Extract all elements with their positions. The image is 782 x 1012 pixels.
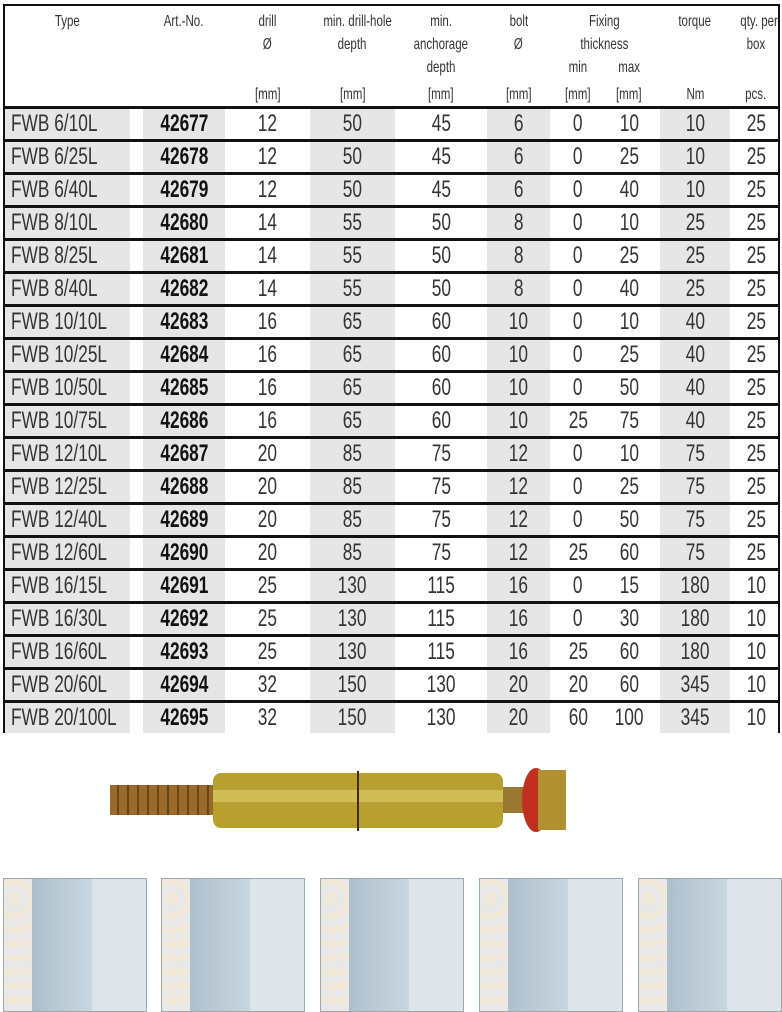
table-row (5, 667, 778, 700)
table-row (5, 370, 778, 403)
cell-type: FWB 6/10L (5, 109, 130, 139)
cell-art: 42686 (143, 406, 225, 436)
cell-depth: 55 (310, 274, 395, 304)
cell-art: 42691 (143, 571, 225, 601)
header-text: depth (338, 36, 367, 53)
cell-drill: 20 (257, 506, 278, 533)
cell-anchorage: 115 (427, 572, 455, 599)
cell-torque: 40 (660, 307, 730, 337)
cell-fix_min: 0 (573, 308, 583, 335)
header-text: anchorage (413, 36, 469, 53)
header-text: Ø (514, 36, 523, 53)
header-text: qty. per (740, 13, 778, 30)
cell-drill: 20 (257, 440, 278, 467)
header-text: min. drill-hole (323, 13, 392, 30)
cell-fix_min: 25 (568, 638, 588, 665)
cell-qty: 25 (746, 143, 766, 170)
cell-bolt: 12 (487, 439, 550, 469)
cell-art: 42688 (143, 472, 225, 502)
cell-depth: 130 (310, 604, 395, 634)
cell-art: 42682 (143, 274, 225, 304)
cell-bolt: 16 (487, 604, 550, 634)
cell-anchorage: 50 (431, 242, 451, 269)
cell-qty: 25 (746, 539, 766, 566)
cell-art: 42694 (143, 670, 225, 700)
cell-fix_min: 20 (568, 671, 588, 698)
cell-torque: 40 (660, 406, 730, 436)
cell-fix_max: 30 (619, 605, 639, 632)
cell-depth: 65 (310, 373, 395, 403)
cell-bolt: 16 (487, 571, 550, 601)
cell-depth: 65 (310, 406, 395, 436)
header-text: bolt (509, 13, 528, 30)
installation-step-5 (638, 878, 782, 1012)
header-depth (310, 10, 395, 56)
cell-depth: 150 (310, 670, 395, 700)
cell-anchorage: 60 (431, 374, 451, 401)
cell-depth: 130 (310, 637, 395, 667)
cell-qty: 10 (746, 638, 766, 665)
table-row (5, 271, 778, 304)
cell-depth: 65 (310, 340, 395, 370)
cell-art: 42692 (143, 604, 225, 634)
cell-torque: 180 (660, 571, 730, 601)
unit-label: [mm] (616, 86, 642, 103)
unit-label: [mm] (565, 86, 591, 103)
cell-type: FWB 10/75L (5, 406, 130, 436)
cell-qty: 25 (746, 407, 766, 434)
cell-anchorage: 75 (431, 440, 451, 467)
cell-bolt: 8 (487, 241, 550, 271)
cell-anchorage: 50 (431, 209, 451, 236)
cell-art: 42689 (143, 505, 225, 535)
cell-torque: 40 (660, 373, 730, 403)
installation-step-4 (479, 878, 623, 1012)
cell-fix_max: 15 (619, 572, 639, 599)
cell-depth: 65 (310, 307, 395, 337)
cell-qty: 25 (746, 308, 766, 335)
cell-qty: 25 (746, 209, 766, 236)
cell-torque: 75 (660, 538, 730, 568)
cell-art: 42683 (143, 307, 225, 337)
cell-type: FWB 12/25L (5, 472, 130, 502)
cell-bolt: 20 (487, 703, 550, 733)
header-text: min. (430, 13, 452, 30)
cell-type: FWB 20/100L (5, 703, 130, 733)
anchor-bolt-photo (108, 765, 588, 835)
cell-bolt: 16 (487, 637, 550, 667)
cell-drill: 14 (257, 209, 278, 236)
table-row (5, 700, 778, 733)
cell-fix_max: 40 (619, 275, 639, 302)
cell-qty: 10 (746, 704, 766, 731)
cell-qty: 25 (746, 440, 766, 467)
header-text: Ø (263, 36, 272, 53)
cell-torque: 180 (660, 637, 730, 667)
header-drill (225, 10, 310, 56)
cell-bolt: 6 (487, 109, 550, 139)
installation-step-1 (3, 878, 147, 1012)
cell-fix_min: 0 (573, 275, 583, 302)
cell-type: FWB 20/60L (5, 670, 130, 700)
cell-art: 42684 (143, 340, 225, 370)
cell-qty: 25 (746, 374, 766, 401)
cell-fix_max: 40 (619, 176, 639, 203)
cell-bolt: 12 (487, 538, 550, 568)
cell-fix_max: 25 (619, 473, 639, 500)
unit-label: Nm (686, 86, 704, 103)
cell-depth: 150 (310, 703, 395, 733)
cell-anchorage: 75 (431, 473, 451, 500)
header-qty (733, 10, 779, 56)
table-row (5, 601, 778, 634)
cell-type: FWB 16/60L (5, 637, 130, 667)
cell-torque: 345 (660, 670, 730, 700)
cell-fix_max: 10 (619, 308, 639, 335)
table-row (5, 568, 778, 601)
cell-fix_min: 0 (573, 374, 583, 401)
cell-type: FWB 10/10L (5, 307, 130, 337)
table-row (5, 205, 778, 238)
cell-anchorage: 130 (426, 704, 456, 731)
cell-anchorage: 75 (431, 539, 451, 566)
cell-type: FWB 10/50L (5, 373, 130, 403)
cell-qty: 10 (746, 572, 766, 599)
cell-torque: 10 (660, 109, 730, 139)
cell-fix_min: 0 (573, 341, 583, 368)
unit-label: [mm] (254, 86, 281, 103)
header-fix_max: max (618, 59, 640, 76)
cell-fix_max: 25 (619, 242, 639, 269)
header-art (143, 10, 225, 33)
cell-depth: 55 (310, 241, 395, 271)
cell-torque: 25 (660, 208, 730, 238)
cell-depth: 50 (310, 142, 395, 172)
table-row (5, 238, 778, 271)
cell-type: FWB 10/25L (5, 340, 130, 370)
cell-fix_max: 75 (619, 407, 639, 434)
cell-fix_min: 25 (568, 539, 588, 566)
cell-type: FWB 12/10L (5, 439, 130, 469)
cell-type: FWB 8/25L (5, 241, 130, 271)
cell-fix_min: 0 (573, 209, 583, 236)
cell-fix_min: 0 (573, 242, 583, 269)
cell-fix_max: 100 (614, 704, 644, 731)
table-row (5, 304, 778, 337)
cell-art: 42693 (143, 637, 225, 667)
header-anchorage (395, 10, 487, 79)
cell-qty: 10 (746, 605, 766, 632)
cell-fix_max: 25 (619, 143, 639, 170)
cell-fix_min: 0 (573, 506, 583, 533)
cell-depth: 85 (310, 439, 395, 469)
cell-drill: 25 (257, 605, 278, 632)
table-row (5, 535, 778, 568)
cell-torque: 25 (660, 274, 730, 304)
cell-bolt: 6 (487, 142, 550, 172)
cell-drill: 20 (257, 473, 278, 500)
cell-anchorage: 45 (431, 110, 451, 137)
cell-qty: 25 (746, 242, 766, 269)
cell-fix_max: 10 (619, 209, 639, 236)
cell-drill: 32 (257, 671, 278, 698)
unit-label: [mm] (339, 86, 366, 103)
cell-bolt: 8 (487, 274, 550, 304)
cell-qty: 25 (746, 506, 766, 533)
table-row (5, 337, 778, 370)
table-row (5, 502, 778, 535)
cell-anchorage: 130 (426, 671, 456, 698)
header-fixing (553, 10, 655, 56)
header-text: drill (258, 13, 277, 30)
cell-bolt: 10 (487, 406, 550, 436)
cell-qty: 25 (746, 473, 766, 500)
cell-type: FWB 12/40L (5, 505, 130, 535)
cell-drill: 14 (257, 275, 278, 302)
cell-bolt: 8 (487, 208, 550, 238)
cell-torque: 10 (660, 142, 730, 172)
cell-qty: 25 (746, 110, 766, 137)
cell-type: FWB 16/15L (5, 571, 130, 601)
cell-art: 42681 (143, 241, 225, 271)
cell-torque: 10 (660, 175, 730, 205)
unit-label: [mm] (428, 86, 454, 103)
cell-art: 42690 (143, 538, 225, 568)
table-header (5, 6, 778, 108)
cell-fix_min: 0 (573, 572, 583, 599)
cell-anchorage: 75 (431, 506, 451, 533)
cell-torque: 40 (660, 340, 730, 370)
cell-depth: 55 (310, 208, 395, 238)
installation-step-2 (161, 878, 305, 1012)
cell-fix_min: 0 (573, 110, 583, 137)
header-bolt (487, 10, 550, 56)
cell-anchorage: 60 (431, 308, 451, 335)
header-text: thickness (579, 36, 629, 53)
cell-anchorage: 45 (431, 176, 451, 203)
cell-fix_max: 60 (619, 671, 639, 698)
table-row (5, 436, 778, 469)
cell-type: FWB 16/30L (5, 604, 130, 634)
cell-drill: 14 (257, 242, 278, 269)
cell-torque: 180 (660, 604, 730, 634)
cell-type: FWB 8/10L (5, 208, 130, 238)
cell-fix_max: 50 (619, 374, 639, 401)
cell-art: 42695 (143, 703, 225, 733)
cell-qty: 25 (746, 341, 766, 368)
cell-drill: 20 (257, 539, 278, 566)
table-row (5, 106, 778, 139)
cell-bolt: 6 (487, 175, 550, 205)
cell-fix_min: 60 (568, 704, 588, 731)
cell-drill: 12 (257, 176, 278, 203)
header-text: box (746, 36, 766, 53)
table-row (5, 469, 778, 502)
cell-anchorage: 115 (427, 638, 455, 665)
cell-drill: 16 (257, 374, 278, 401)
cell-fix_max: 60 (619, 539, 639, 566)
cell-anchorage: 50 (431, 275, 451, 302)
cell-fix_max: 10 (619, 440, 639, 467)
cell-torque: 345 (660, 703, 730, 733)
cell-art: 42677 (143, 109, 225, 139)
cell-fix_min: 0 (573, 473, 583, 500)
cell-depth: 50 (310, 175, 395, 205)
unit-label: [mm] (505, 86, 532, 103)
cell-fix_max: 10 (619, 110, 639, 137)
cell-type: FWB 12/60L (5, 538, 130, 568)
cell-art: 42680 (143, 208, 225, 238)
cell-depth: 85 (310, 472, 395, 502)
cell-bolt: 12 (487, 505, 550, 535)
header-text: Art.-No. (164, 13, 204, 30)
cell-depth: 85 (310, 505, 395, 535)
header-torque (660, 10, 730, 33)
cell-art: 42678 (143, 142, 225, 172)
cell-torque: 75 (660, 439, 730, 469)
cell-anchorage: 115 (427, 605, 455, 632)
cell-type: FWB 8/40L (5, 274, 130, 304)
cell-fix_min: 0 (573, 605, 583, 632)
cell-drill: 25 (257, 638, 278, 665)
header-text: Type (55, 13, 80, 30)
installation-step-3 (320, 878, 464, 1012)
header-fix_min: min (568, 59, 588, 76)
cell-fix_min: 25 (568, 407, 588, 434)
cell-qty: 25 (746, 176, 766, 203)
cell-art: 42687 (143, 439, 225, 469)
cell-qty: 10 (746, 671, 766, 698)
cell-art: 42685 (143, 373, 225, 403)
table-row (5, 403, 778, 436)
cell-drill: 12 (257, 143, 278, 170)
cell-anchorage: 60 (431, 407, 451, 434)
cell-art: 42679 (143, 175, 225, 205)
cell-depth: 130 (310, 571, 395, 601)
cell-fix_min: 0 (573, 440, 583, 467)
cell-torque: 75 (660, 505, 730, 535)
cell-fix_max: 25 (619, 341, 639, 368)
table-row (5, 634, 778, 667)
table-row (5, 139, 778, 172)
cell-drill: 16 (257, 308, 278, 335)
cell-fix_max: 60 (619, 638, 639, 665)
cell-torque: 75 (660, 472, 730, 502)
product-table (3, 4, 780, 733)
cell-torque: 25 (660, 241, 730, 271)
cell-type: FWB 6/40L (5, 175, 130, 205)
cell-drill: 16 (257, 341, 278, 368)
unit-label: pcs. (745, 86, 767, 103)
cell-fix_max: 50 (619, 506, 639, 533)
cell-drill: 12 (257, 110, 278, 137)
cell-drill: 25 (257, 572, 278, 599)
cell-fix_min: 0 (573, 143, 583, 170)
cell-depth: 85 (310, 538, 395, 568)
table-row (5, 172, 778, 205)
cell-bolt: 20 (487, 670, 550, 700)
cell-bolt: 12 (487, 472, 550, 502)
cell-anchorage: 45 (431, 143, 451, 170)
header-text: Fixing (588, 13, 620, 30)
cell-type: FWB 6/25L (5, 142, 130, 172)
header-text: depth (426, 59, 456, 76)
header-text: torque (678, 13, 712, 30)
cell-anchorage: 60 (431, 341, 451, 368)
cell-depth: 50 (310, 109, 395, 139)
cell-drill: 32 (257, 704, 278, 731)
cell-qty: 25 (746, 275, 766, 302)
cell-bolt: 10 (487, 340, 550, 370)
cell-drill: 16 (257, 407, 278, 434)
cell-bolt: 10 (487, 373, 550, 403)
header-type (5, 10, 130, 33)
cell-bolt: 10 (487, 307, 550, 337)
cell-fix_min: 0 (573, 176, 583, 203)
